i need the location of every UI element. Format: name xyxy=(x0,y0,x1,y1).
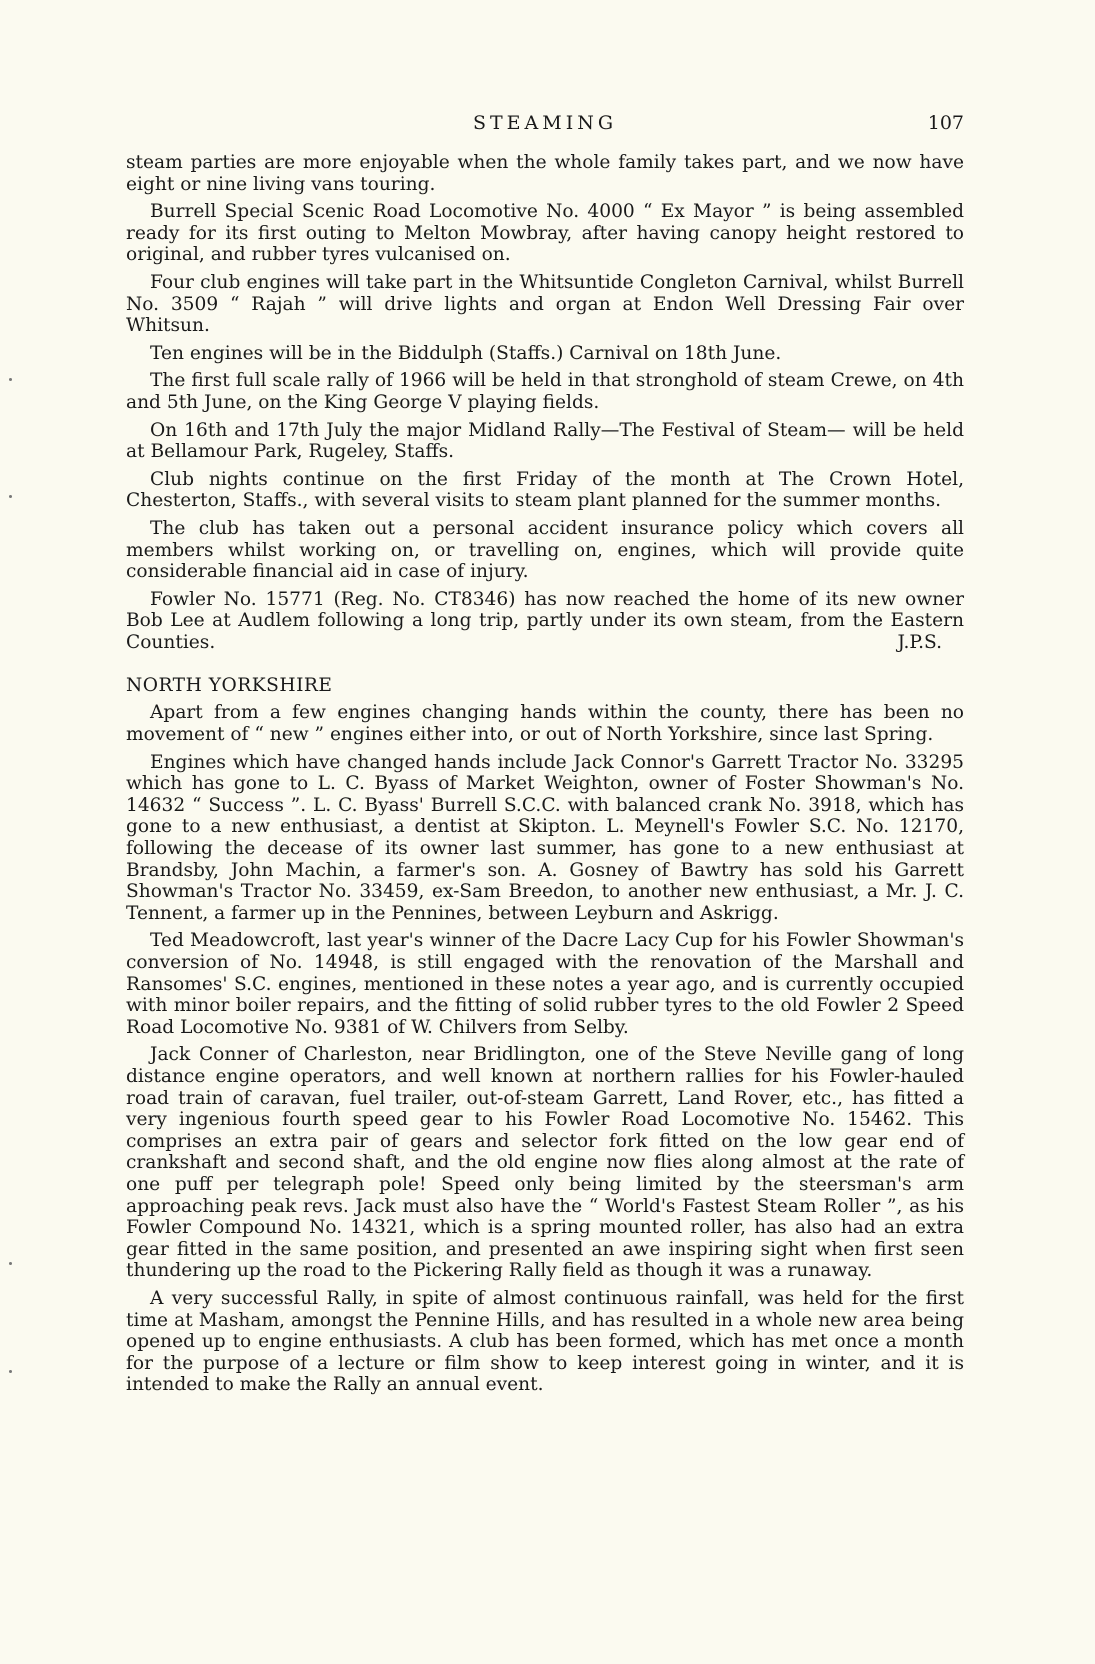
margin-speck xyxy=(9,495,12,498)
paragraph: Club nights continue on the first Friday of the month at The Crown Hotel, Chesterton, Staffs., with several visits to steam plant planned for the summer months. xyxy=(126,468,964,512)
section-heading: NORTH YORKSHIRE xyxy=(126,675,333,697)
paragraph: Burrell Special Scenic Road Locomotive No. 4000 “ Ex Mayor ” is being assembled ready for its first outing to Melton Mowbray, after having canopy height restored to original, and rubber tyres vulcanised on. xyxy=(126,201,964,266)
paragraph: Engines which have changed hands include Jack Connor's Garrett Tractor No. 33295 which has gone to L. C. Byass of Market Weighton, owner of Foster Showman's No. 14632 “ Success ”. L. C. Byass' Burrell S.C.C. with balanced crank No. 3918, which has gone to a new enthusiast, a dentist at Skipton. L. Meynell's Fowler S.C. No. 12170, following the decease of its owner last summer, has gone to a new enthusiast at Brandsby, John Machin, a farmer's son. A. Gosney of Bawtry has sold his Garrett Showman's Tractor No. 33459, ex-Sam Breedon, to another new enthusiast, a Mr. J. C. Tennent, a farmer up in the Pennines, between Leyburn and Askrigg. xyxy=(126,751,964,924)
article-body xyxy=(126,152,964,1396)
paragraph: Four club engines will take part in the Whitsuntide Congleton Carnival, whilst Burrell No. 3509 “ Rajah ” will drive lights and organ at Endon Well Dressing Fair over Whitsun. xyxy=(126,271,964,337)
paragraph: Ted Meadowcroft, last year's winner of the Dacre Lacy Cup for his Fowler Showman's conversion of No. 14948, is still engaged with the renovation of the Marshall and Ransomes' S.C. engines, mentioned in these notes a year ago, and is currently occupied with minor boiler repairs, and the fitting of solid rubber tyres to the old Fowler 2 Speed Road Locomotive No. 9381 of W. Chilvers from Selby. xyxy=(126,930,964,1038)
margin-speck xyxy=(9,1262,12,1265)
running-head xyxy=(126,112,964,152)
page-number: 107 xyxy=(927,112,964,134)
paragraph: On 16th and 17th July the major Midland Rally—The Festival of Steam— will be held at Bellamour Park, Rugeley, Staffs. xyxy=(126,419,964,463)
margin-speck xyxy=(9,378,12,381)
paragraph: Apart from a few engines changing hands within the county, there has been no movement of “ new ” engines either into, or out of North Yorkshire, since last Spring. xyxy=(126,702,964,746)
paragraph: Jack Conner of Charleston, near Bridlington, one of the Steve Neville gang of long distance engine operators, and well known at northern rallies for his Fowler-hauled road train of caravan, fuel trailer, out-of-steam Garrett, Land Rover, etc., has fitted a very ingenious fourth speed gear to his Fowler Road Locomotive No. 15462. This comprises an extra pair of gears and selector fork fitted on the low gear end of crankshaft and second shaft, and the old engine now flies along almost at the rate of one puff per telegraph pole! Speed only being limited by the steersman's arm approaching peak revs. Jack must also have the “ World's Fastest Steam Roller ”, as his Fowler Compound No. 14321, which is a spring mounted roller, has also had an extra gear fitted in the same position, and presented an awe inspiring sight when first seen thundering up the road to the Pickering Rally field as though it was a runaway. xyxy=(126,1044,964,1282)
paragraph: The club has taken out a personal accident insurance policy which covers all members whilst working on, or travelling on, engines, which will provide quite considerable financial aid in case of injury. xyxy=(126,517,964,583)
paragraph: A very successful Rally, in spite of almost continuous rainfall, was held for the first time at Masham, amongst the Pennine Hills, and has resulted in a whole new area being opened up to engine enthusiasts. A club has been formed, which has met once a month for the purpose of a lecture or film show to keep interest going in winter, and it is intended to make the Rally an annual event. xyxy=(126,1287,964,1396)
book-page xyxy=(126,112,964,1396)
paragraph-text: Fowler No. 15771 (Reg. No. CT8346) has now reached the home of its new owner Bob Lee at Audlem following a long trip, partly under its own steam, from the Eastern Counties. xyxy=(126,588,964,653)
margin-speck xyxy=(9,1370,12,1373)
paragraph-with-signoff xyxy=(126,589,964,654)
paragraph: The first full scale rally of 1966 will be held in that stronghold of steam Crewe, on 4th and 5th June, on the King George V playing fields. xyxy=(126,370,964,413)
author-initials: J.P.S. xyxy=(897,631,942,653)
running-title: STEAMING xyxy=(472,112,618,134)
paragraph: Ten engines will be in the Biddulph (Staffs.) Carnival on 18th June. xyxy=(150,342,782,364)
paragraph: steam parties are more enjoyable when the whole family takes part, and we now have eight or nine living vans touring. xyxy=(126,152,964,195)
